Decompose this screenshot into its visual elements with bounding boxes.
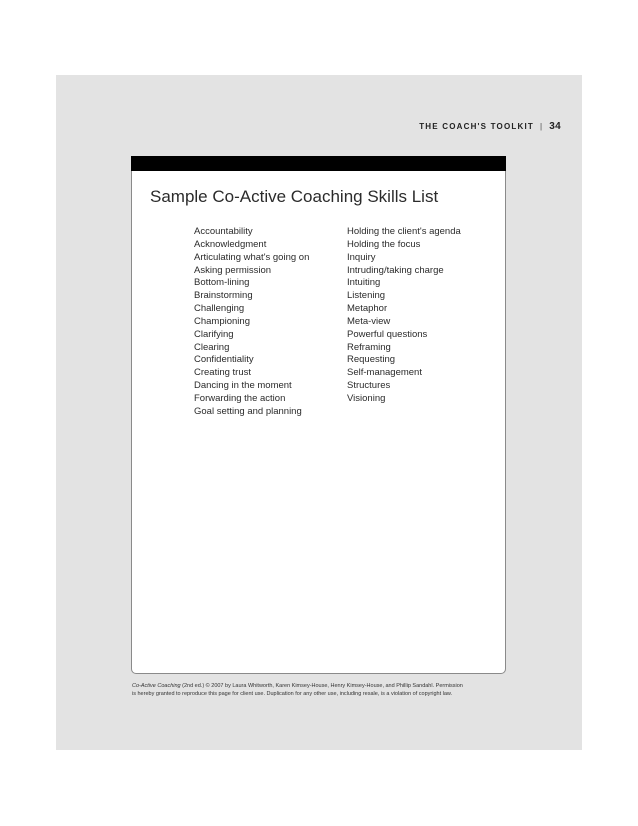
skill-item: Articulating what's going on: [194, 251, 310, 263]
skill-item: Listening: [347, 290, 386, 302]
skill-item: Intuiting: [347, 277, 381, 289]
skill-item: Bottom-lining: [194, 277, 250, 289]
skill-item: Dancing in the moment: [194, 380, 292, 392]
skill-item: Visioning: [347, 392, 386, 404]
skills-list-left: [194, 226, 309, 419]
footer-line-2: is hereby granted to reproduce this page for client use. Duplication for any other use, including resale, is a violation of copyright law.: [132, 691, 453, 698]
footer-book-title: Co-Active Coaching: [132, 683, 181, 689]
skill-item: Requesting: [347, 354, 396, 366]
copyright-footer: [132, 682, 512, 698]
footer-line-1-text: (2nd ed.) © 2007 by Laura Whitworth, Karen Kimsey-House, Henry Kimsey-House, and Phillip Sandahl. Permission: [180, 683, 463, 689]
skill-item: Intruding/taking charge: [347, 264, 444, 276]
card-title: Sample Co-Active Coaching Skills List: [150, 187, 439, 206]
skill-item: Confidentiality: [194, 354, 254, 366]
skill-item: Challenging: [194, 303, 245, 315]
skill-item: Acknowledgment: [194, 238, 267, 250]
skill-item: Creating trust: [194, 367, 252, 379]
skill-item: Accountability: [194, 226, 253, 237]
skill-item: Championing: [194, 315, 250, 327]
skill-item: Powerful questions: [347, 328, 428, 340]
skill-item: Brainstorming: [194, 290, 253, 302]
skill-item: Asking permission: [194, 264, 272, 276]
skill-item: Goal setting and planning: [194, 405, 302, 417]
skill-item: Clearing: [194, 341, 230, 353]
skills-list-right: [347, 226, 461, 406]
running-head-separator: |: [539, 122, 544, 131]
skill-item: Holding the client's agenda: [347, 226, 461, 237]
skill-item: Clarifying: [194, 328, 234, 340]
skill-item: Metaphor: [347, 303, 388, 315]
running-head-label: THE COACH'S TOOLKIT: [419, 122, 534, 131]
card-header-bar: [131, 156, 506, 171]
skill-item: Forwarding the action: [194, 392, 286, 404]
skill-item: Structures: [347, 380, 391, 392]
footer-line-1: [132, 682, 512, 690]
skill-item: Holding the focus: [347, 238, 421, 250]
skill-item: Reframing: [347, 341, 391, 353]
skill-item: Self-management: [347, 367, 422, 379]
skill-item: Inquiry: [347, 251, 376, 263]
running-head: [419, 121, 561, 132]
page-number: 34: [549, 121, 561, 132]
skill-item: Meta-view: [347, 315, 391, 327]
